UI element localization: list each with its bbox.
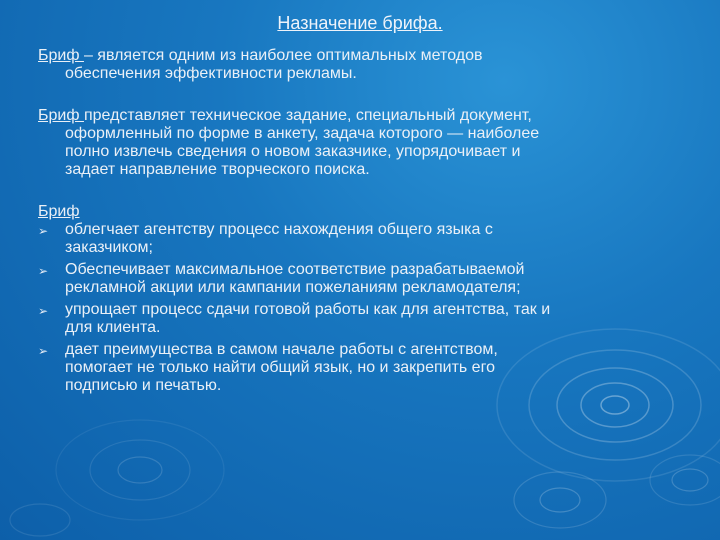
list-item-line: рекламной акции или кампании пожеланиям рекламодателя; bbox=[65, 279, 521, 296]
spacer bbox=[38, 83, 688, 107]
list-item-line: для клиента. bbox=[65, 319, 161, 336]
list-item-line: упрощает процесс сдачи готовой работы как для агентства, так и bbox=[65, 301, 551, 318]
definition-line-3: полно извлечь сведения о новом заказчике, упорядочивает и bbox=[65, 143, 521, 160]
intro-line-2: обеспечения эффективности рекламы. bbox=[65, 65, 357, 82]
list-item-line: Обеспечивает максимальное соответствие разрабатываемой bbox=[65, 261, 525, 278]
arrowhead-bullet-icon: ➢ bbox=[38, 264, 49, 278]
list-item-line: дает преимущества в самом начале работы с агентством, bbox=[65, 341, 498, 358]
list-item bbox=[38, 261, 688, 297]
list-item-line: заказчиком; bbox=[65, 239, 153, 256]
list-item-line: подписью и печатью. bbox=[65, 377, 222, 394]
slide-body bbox=[38, 47, 688, 399]
list-item bbox=[38, 341, 688, 395]
intro-paragraph bbox=[38, 47, 688, 83]
arrowhead-bullet-icon: ➢ bbox=[38, 344, 49, 358]
arrowhead-bullet-icon: ➢ bbox=[38, 304, 49, 318]
intro-line-1: – является одним из наиболее оптимальных методов bbox=[83, 47, 483, 64]
slide-title bbox=[0, 12, 720, 34]
list-item-line: помогает не только найти общий язык, но и закрепить его bbox=[65, 359, 495, 376]
definition-line-1: представляет техническое задание, специальный документ, bbox=[83, 107, 532, 124]
list-item bbox=[38, 221, 688, 257]
definition-term: Бриф bbox=[38, 107, 84, 124]
list-item-line: облегчает агентству процесс нахождения общего языка с bbox=[65, 221, 493, 238]
arrowhead-bullet-icon: ➢ bbox=[38, 224, 49, 238]
list-item bbox=[38, 301, 688, 337]
benefits-term: Бриф bbox=[38, 203, 80, 220]
intro-term: Бриф bbox=[38, 47, 84, 64]
benefits-list bbox=[38, 221, 688, 395]
definition-paragraph bbox=[38, 107, 688, 179]
definition-line-4: задает направление творческого поиска. bbox=[65, 161, 370, 178]
slide-title-text: Назначение брифа. bbox=[277, 13, 443, 33]
spacer bbox=[38, 179, 688, 203]
definition-line-2: оформленный по форме в анкету, задача которого — наиболее bbox=[65, 125, 540, 142]
benefits-heading bbox=[38, 203, 688, 221]
